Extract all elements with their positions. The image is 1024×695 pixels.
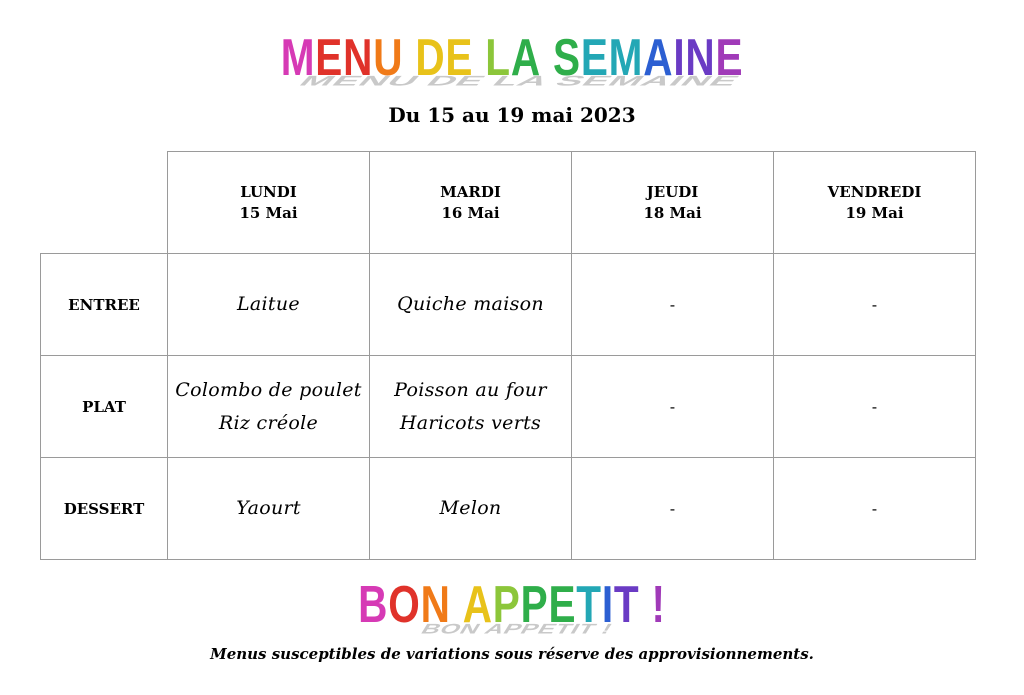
- table-row: [41, 254, 976, 356]
- dish-cell: [370, 458, 572, 560]
- banner-letter: B: [358, 576, 389, 634]
- week-range: Du 15 au 19 mai 2023: [388, 103, 636, 127]
- banner-letter: A: [643, 29, 674, 87]
- dish-cell: [370, 356, 572, 458]
- dish-empty: -: [871, 295, 878, 314]
- dish-cell: [572, 458, 774, 560]
- banner-letter: M: [608, 29, 644, 87]
- day-name: VENDREDI: [827, 182, 922, 201]
- banner-letter: T: [613, 576, 640, 634]
- banner-letter: [403, 28, 415, 88]
- dish-cell: [774, 356, 976, 458]
- day-date: 15 Mai: [239, 203, 298, 222]
- banner-letter: N: [420, 576, 451, 634]
- banner-letter: N: [343, 29, 374, 87]
- dish: Haricots verts: [399, 411, 542, 434]
- dish-cell: [774, 458, 976, 560]
- dish: Melon: [439, 497, 502, 519]
- dish-cell: [572, 356, 774, 458]
- banner-letter: N: [685, 29, 716, 87]
- day-date: 18 Mai: [643, 203, 702, 222]
- dish-cell: [572, 254, 774, 356]
- day-name: JEUDI: [646, 182, 699, 201]
- banner-letter: A: [510, 29, 541, 87]
- menu-table: [40, 151, 976, 560]
- banner-letter: P: [520, 576, 549, 634]
- day-header: [168, 152, 370, 254]
- dish-empty: -: [669, 295, 676, 314]
- banner-letter: P: [492, 576, 521, 634]
- banner-letter: [639, 575, 651, 635]
- banner-letter: I: [601, 576, 614, 634]
- day-date: 16 Mai: [441, 203, 500, 222]
- banner-letter: E: [548, 576, 577, 634]
- banner-letter: A: [462, 576, 493, 634]
- dish-cell: [168, 356, 370, 458]
- banner-letter: E: [580, 29, 609, 87]
- dish: Laitue: [237, 293, 300, 315]
- banner-letter: E: [715, 29, 744, 87]
- banner-letter: [473, 28, 485, 88]
- banner-letter: [541, 28, 553, 88]
- course-label: DESSERT: [41, 458, 168, 560]
- bon-appetit-banner: [113, 575, 912, 635]
- dish: Colombo de poulet: [175, 378, 362, 401]
- dish: Riz créole: [218, 411, 319, 434]
- banner-letter: S: [552, 29, 581, 87]
- title-shadow: MENU DE LA SEMAINE: [294, 73, 745, 89]
- banner-letter: !: [651, 576, 666, 634]
- dish-empty: -: [669, 397, 676, 416]
- banner-letter: E: [315, 29, 344, 87]
- banner-letter: T: [576, 576, 602, 634]
- dish: Poisson au four: [394, 378, 547, 401]
- day-name: MARDI: [440, 182, 501, 201]
- page-title: [113, 28, 912, 88]
- banner-letter: E: [445, 29, 474, 87]
- day-header: [774, 152, 976, 254]
- banner-letter: O: [388, 576, 421, 634]
- banner-letter: L: [485, 29, 511, 87]
- corner-cell: [41, 152, 168, 254]
- dish-empty: -: [871, 397, 878, 416]
- banner-letter: U: [373, 29, 404, 87]
- dish-empty: -: [669, 499, 676, 518]
- day-header: [370, 152, 572, 254]
- disclaimer-note: Menus susceptibles de variations sous réserve des approvisionnements.: [210, 645, 814, 663]
- dish-empty: -: [871, 499, 878, 518]
- banner-letter: M: [280, 29, 316, 87]
- header-row: [41, 152, 976, 254]
- course-label: PLAT: [41, 356, 168, 458]
- day-name: LUNDI: [240, 182, 297, 201]
- banner-letter: D: [415, 29, 446, 87]
- table-row: [41, 356, 976, 458]
- day-date: 19 Mai: [845, 203, 904, 222]
- dish-cell: [168, 254, 370, 356]
- banner-shadow: BON APPETIT !: [417, 621, 617, 637]
- banner-letter: [451, 575, 463, 635]
- day-header: [572, 152, 774, 254]
- banner-letter: I: [673, 29, 686, 87]
- dish-cell: [168, 458, 370, 560]
- table-row: [41, 458, 976, 560]
- dish-cell: [370, 254, 572, 356]
- dish: Quiche maison: [397, 293, 544, 315]
- dish: Yaourt: [236, 497, 301, 519]
- dish-cell: [774, 254, 976, 356]
- course-label: ENTREE: [41, 254, 168, 356]
